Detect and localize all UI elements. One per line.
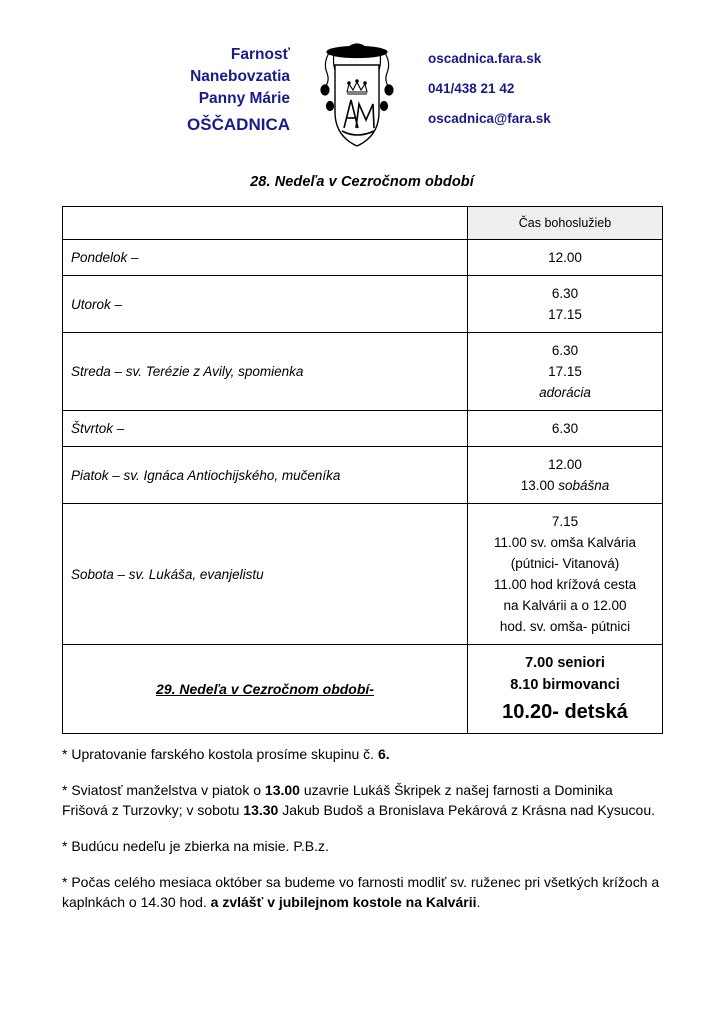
parish-name-block	[104, 32, 304, 136]
time-entry: 17.15	[548, 307, 582, 322]
time-entry: (pútnici- Vitanová)	[510, 556, 620, 571]
contact-phone: 041/438 21 42	[428, 81, 515, 96]
announcement-text: * Počas celého mesiaca október sa budeme vo farnosti modliť sv. ruženec pri všetkých krížoch a kaplnkách o 14.30 hod.	[62, 874, 660, 910]
time-entry: 11.00 hod krížová cesta	[493, 577, 637, 592]
announcement-item	[62, 780, 662, 820]
time-entry: 6.30	[551, 286, 579, 301]
announcement-emphasis: 6.	[377, 746, 390, 762]
mass-schedule-table	[62, 206, 663, 734]
announcement-text: uzavrie Lukáš Škripek z našej farnosti a Dominika Frišová z Turzovky; v sobotu	[62, 782, 613, 818]
table-cell-day: Streda – sv. Terézie z Avily, spomienka	[63, 333, 468, 411]
announcement-item	[62, 836, 662, 856]
announcement-emphasis: 13.30	[243, 802, 279, 818]
table-header-times: Čas bohoslužieb	[468, 207, 663, 240]
time-entry: 7.00 seniori	[525, 655, 605, 671]
table-cell-times	[468, 411, 663, 447]
table-row	[63, 504, 663, 645]
contact-block	[410, 32, 620, 134]
announcement-text: * Sviatosť manželstva v piatok o	[62, 782, 265, 798]
time-entry: 6.30	[551, 421, 579, 436]
table-row	[63, 240, 663, 276]
table-cell-day: Piatok – sv. Ignáca Antiochijského, mučeníka	[63, 447, 468, 504]
table-row	[63, 333, 663, 411]
time-entry: na Kalvárii a o 12.00	[503, 598, 627, 613]
time-entry: adorácia	[539, 385, 591, 400]
table-cell-times	[468, 447, 663, 504]
table-cell-day: Štvrtok –	[63, 411, 468, 447]
announcement-emphasis: a zvlášť v jubilejnom kostole na Kalvárii	[210, 894, 477, 910]
time-entry-highlight: 10.20- detská	[502, 701, 628, 723]
table-cell-times	[468, 276, 663, 333]
table-cell-times	[468, 504, 663, 645]
table-row	[63, 411, 663, 447]
table-cell-day: Sobota – sv. Lukáša, evanjelistu	[63, 504, 468, 645]
time-entry: 6.30	[551, 343, 579, 358]
time-entry: 8.10 birmovanci	[510, 677, 620, 693]
time-entry: 12.00	[548, 250, 582, 265]
announcement-text: Jakub Budoš a Bronislava Pekárová z Krásna nad Kysucou.	[278, 802, 656, 818]
parish-coat-of-arms-icon	[304, 32, 410, 150]
announcement-emphasis: 13.00	[264, 782, 300, 798]
table-cell-times	[468, 240, 663, 276]
announcements	[62, 744, 662, 912]
table-body	[63, 240, 663, 734]
table-cell-day: Utorok –	[63, 276, 468, 333]
document-header	[62, 32, 662, 154]
time-entry: hod. sv. omša- pútnici	[499, 619, 631, 634]
table-cell-sunday-day: 29. Nedeľa v Cezročnom období-	[63, 645, 468, 734]
announcement-text: * Upratovanie farského kostola prosíme skupinu č.	[62, 746, 378, 762]
announcement-text: * Budúcu nedeľu je zbierka na misie. P.B.z.	[62, 838, 329, 854]
table-cell-day: Pondelok –	[63, 240, 468, 276]
table-cell-sunday-times	[468, 645, 663, 734]
announcement-item	[62, 872, 662, 912]
time-entry: 13.00 sobášna	[520, 478, 610, 493]
announcement-item	[62, 744, 662, 764]
time-entry: 12.00	[548, 457, 582, 472]
parish-village: OŠČADNICA	[187, 115, 290, 134]
parish-name-line-2: Nanebovzatia	[190, 68, 290, 85]
table-row-sunday	[63, 645, 663, 734]
table-row	[63, 447, 663, 504]
page-title: 28. Nedeľa v Cezročnom období	[250, 174, 474, 190]
table-header-row	[63, 207, 663, 240]
table-row	[63, 276, 663, 333]
table-cell-times	[468, 333, 663, 411]
table-header-day	[63, 207, 468, 240]
time-entry: 17.15	[548, 364, 582, 379]
contact-website[interactable]: oscadnica.fara.sk	[428, 51, 542, 66]
time-entry: 7.15	[551, 514, 579, 529]
announcement-text: .	[476, 894, 481, 910]
time-entry: 11.00 sv. omša Kalvária	[493, 535, 637, 550]
parish-name-line-3: Panny Márie	[198, 90, 290, 107]
parish-name-line-1: Farnosť	[230, 46, 290, 63]
contact-email[interactable]: oscadnica@fara.sk	[428, 111, 551, 126]
